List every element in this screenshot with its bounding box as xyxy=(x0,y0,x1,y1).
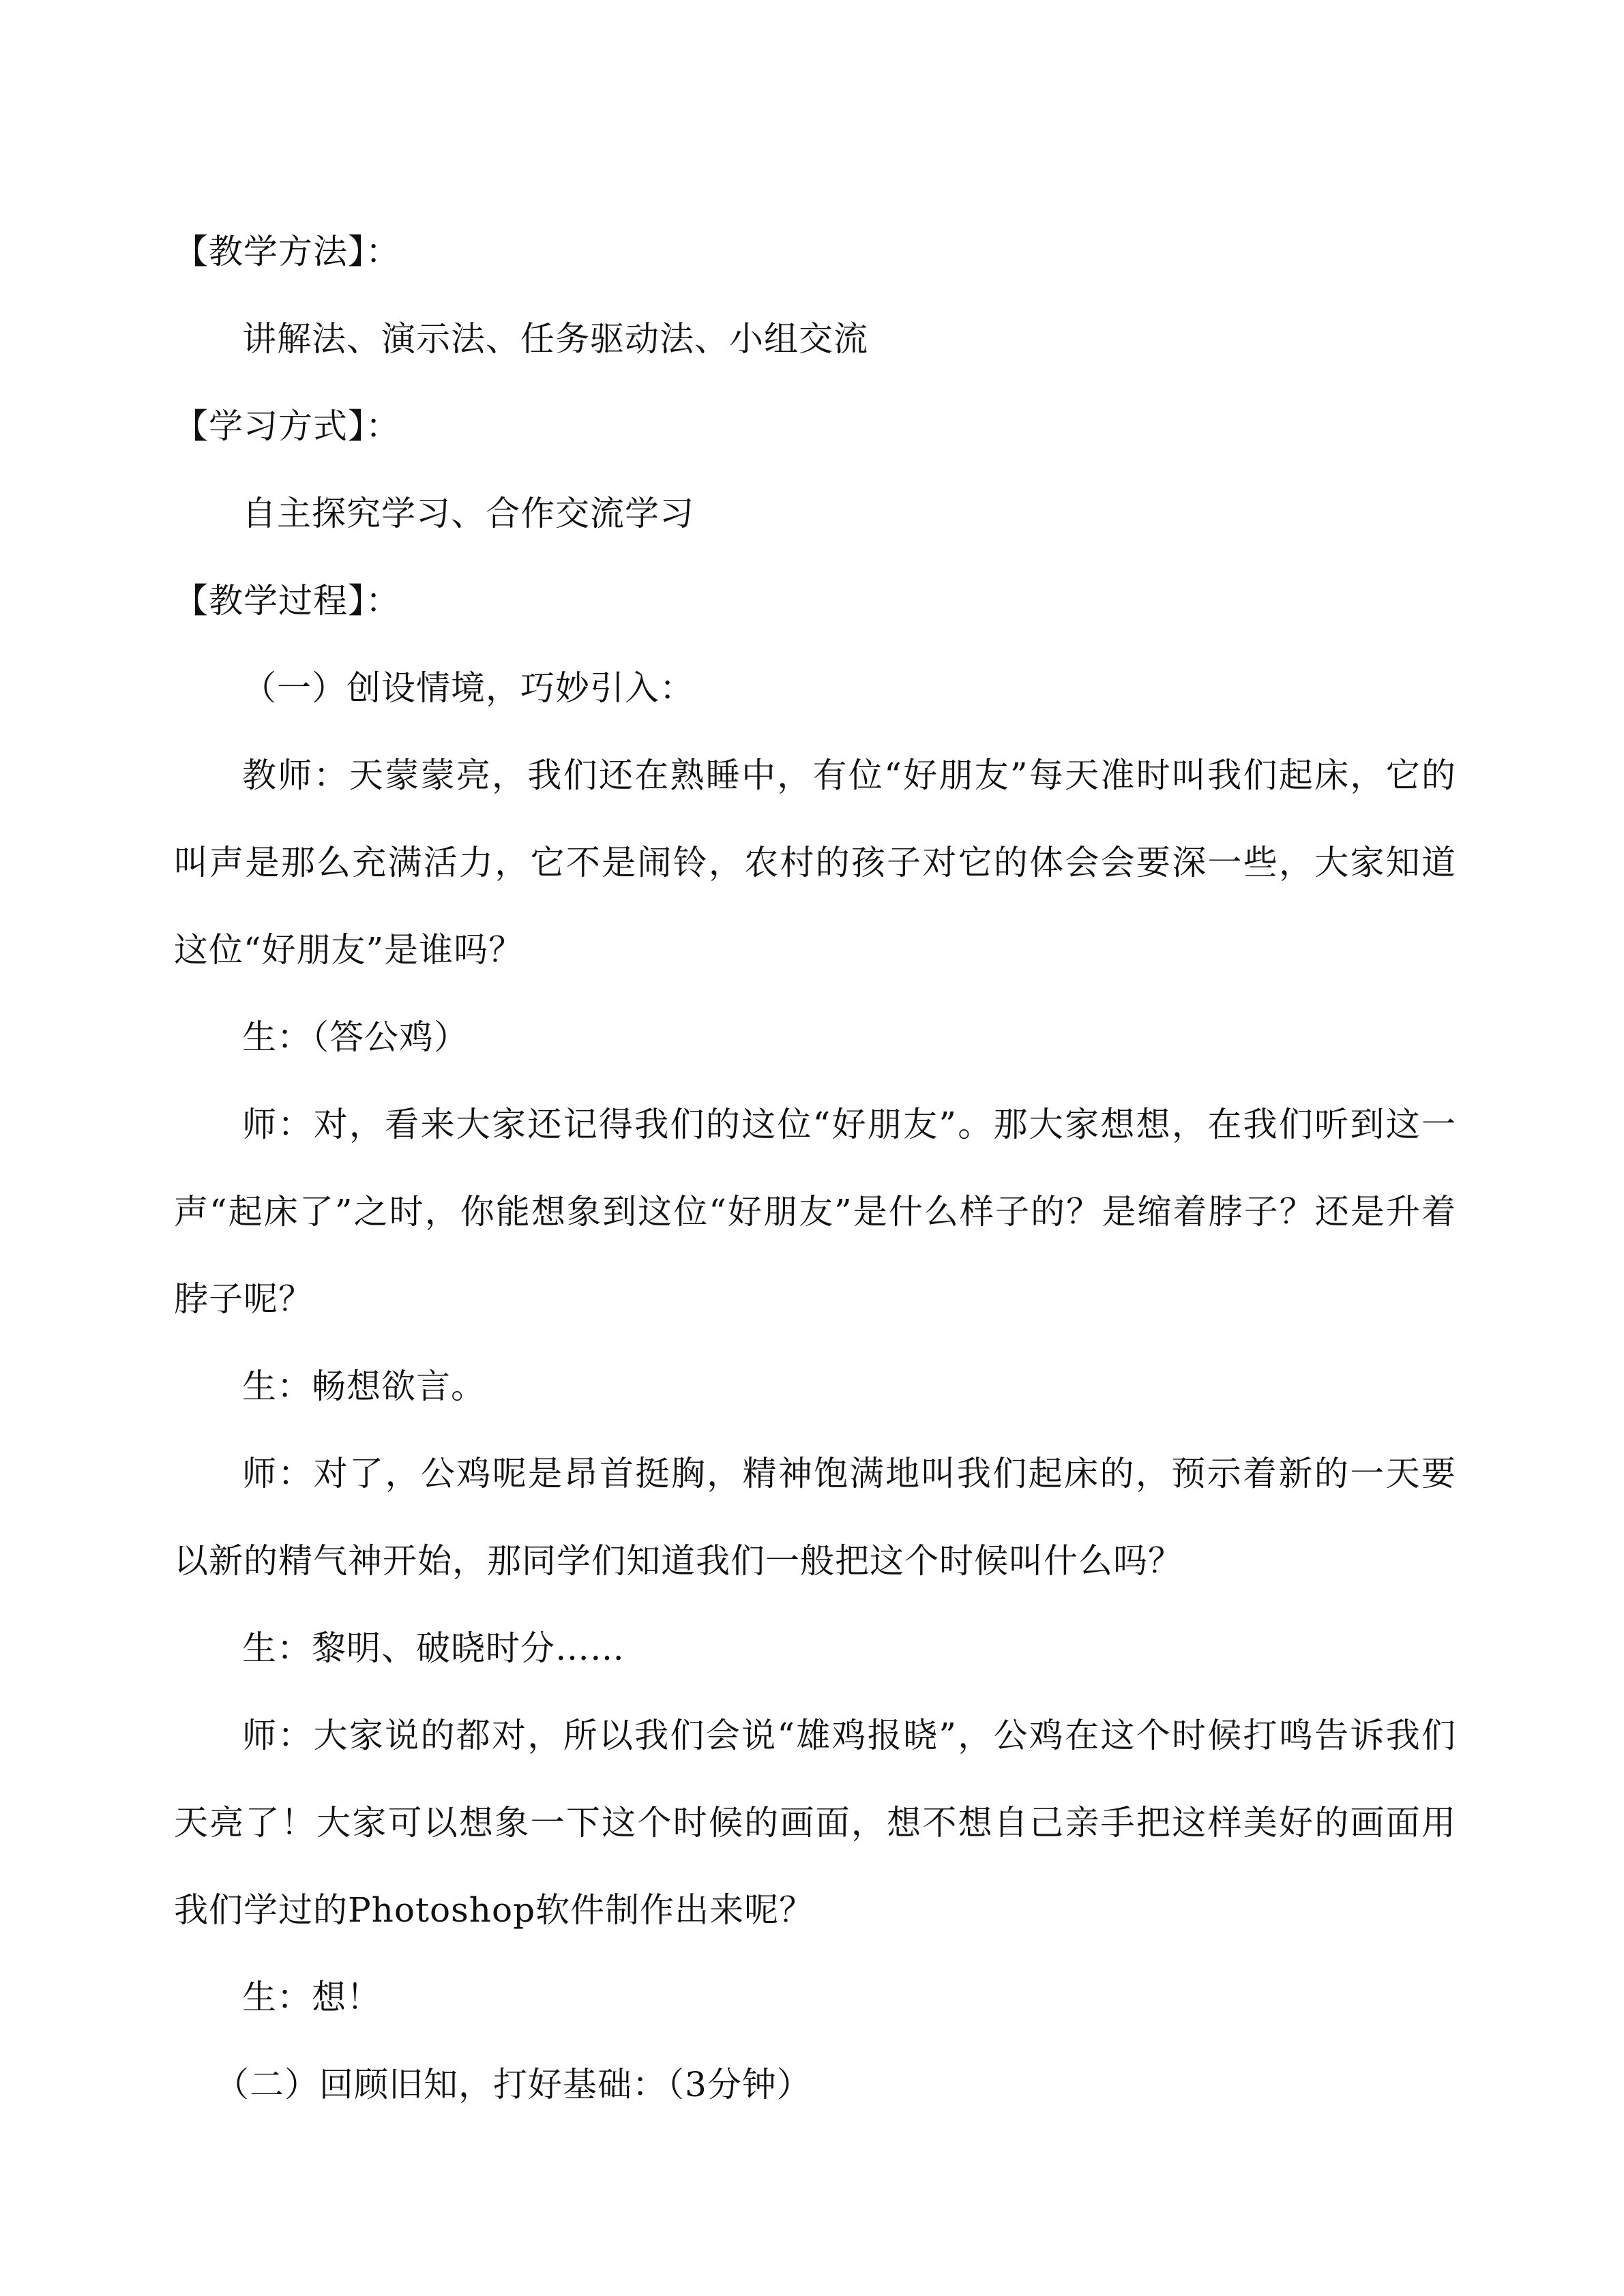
learning-mode-body: 自主探究学习、合作交流学习 xyxy=(242,494,694,533)
teaching-method-heading: 【教学方法】： xyxy=(174,232,400,271)
dialogue-paragraph-2: 生：（答公鸡） xyxy=(242,1017,469,1057)
dialogue-paragraph-5: 师：对了，公鸡呢是昂首挺胸，精神饱满地叫我们起床的，预示着新的一天要以新的精气神开始，那同学们知道我们一般把这个时候叫什么吗？ xyxy=(174,1454,1456,1581)
dialogue-paragraph-6: 生：黎明、破晓时分…… xyxy=(242,1628,625,1668)
learning-mode-heading: 【学习方式】： xyxy=(174,406,400,446)
dialogue-paragraph-1: 教师：天蒙蒙亮，我们还在熟睡中，有位“好朋友”每天准时叫我们起床，它的叫声是那么充满活力，它不是闹铃，农村的孩子对它的体会会要深一些，大家知道这位“好朋友”是谁吗？ xyxy=(174,756,1456,970)
document-body xyxy=(174,208,1456,2128)
dialogue-paragraph-7: 师：大家说的都对，所以我们会说“雄鸡报晓”，公鸡在这个时候打鸣告诉我们天亮了！大家可以想象一下这个时候的画面，想不想自己亲手把这样美好的画面用我们学过的Photoshop软件制作出来呢？ xyxy=(174,1716,1456,1930)
step-one-heading: （一）创设情境，巧妙引入： xyxy=(242,668,694,708)
teaching-process-heading: 【教学过程】： xyxy=(174,581,400,621)
dialogue-paragraph-3: 师：对，看来大家还记得我们的这位“好朋友”。那大家想想，在我们听到这一声“起床了”之时，你能想象到这位“好朋友”是什么样子的？是缩着脖子？还是升着脖子呢？ xyxy=(174,1105,1456,1319)
teaching-method-body: 讲解法、演示法、任务驱动法、小组交流 xyxy=(242,319,868,359)
dialogue-paragraph-8: 生：想！ xyxy=(242,1978,381,2017)
step-two-heading: （二）回顾旧知，打好基础：（3分钟） xyxy=(215,2065,812,2104)
dialogue-paragraph-4: 生：畅想欲言。 xyxy=(242,1367,486,1406)
